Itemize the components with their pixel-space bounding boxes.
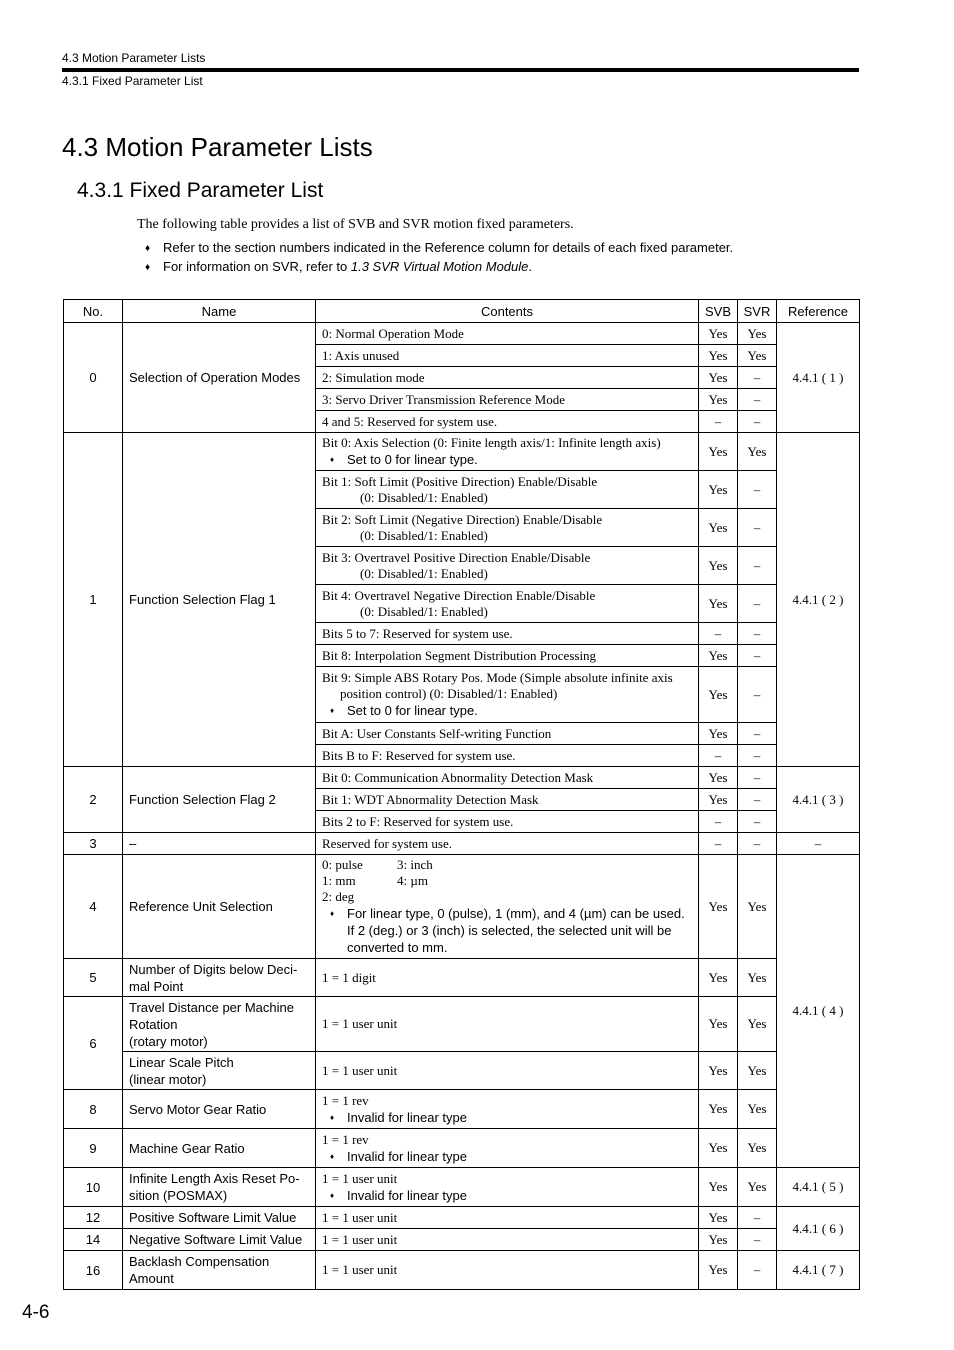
param-contents: Bits B to F: Reserved for system use. [316,745,699,767]
svr-cell: Yes [738,433,777,471]
param-contents [316,433,699,471]
contents-line: Bit 4: Overtravel Negative Direction Enable/Disable [322,587,596,603]
unit-options-line [322,873,692,889]
unit-option: 2: deg [322,889,355,904]
param-name-line: Linear Scale Pitch [129,1054,234,1070]
diamond-bullet-icon: ♦ [145,243,151,254]
svr-cell: – [738,547,777,585]
param-name-line: (linear motor) [129,1071,207,1087]
svb-cell: Yes [699,789,738,811]
table-row [64,997,860,1052]
page-number: 4-6 [22,1302,50,1323]
param-name: Positive Software Limit Value [123,1207,316,1229]
param-contents [316,547,699,585]
svb-cell: Yes [699,471,738,509]
param-contents [316,855,699,959]
param-contents: Bit 0: Communication Abnormality Detection Mask [316,767,699,789]
col-header-no: No. [64,300,123,323]
col-header-name: Name [123,300,316,323]
svb-cell: – [699,411,738,433]
table-row [64,433,860,471]
param-name: Backlash Compensation Amount [123,1251,316,1290]
section-title: 4.3.1 Fixed Parameter List [77,179,324,202]
cross-reference: 1.3 SVR Virtual Motion Module [350,259,529,274]
svb-cell: – [699,623,738,645]
param-no: 5 [64,959,123,997]
contents-note: ♦ Invalid for linear type [322,1187,692,1204]
param-no: 12 [64,1207,123,1229]
param-contents: 3: Servo Driver Transmission Reference Mode [316,389,699,411]
header-rule [62,68,859,72]
col-header-reference: Reference [777,300,860,323]
svr-cell: Yes [738,1052,777,1090]
svb-cell: Yes [699,547,738,585]
param-name-line: (rotary motor) [129,1033,208,1049]
svb-cell: Yes [699,767,738,789]
table-row [64,1052,860,1090]
table-row [64,833,860,855]
svr-cell: – [738,723,777,745]
table-row [64,767,860,789]
svr-cell: – [738,389,777,411]
contents-line-indented: position control) (0: Disabled/1: Enabled) [340,686,558,701]
table-header-row [64,300,860,323]
param-name: Function Selection Flag 1 [123,433,316,767]
table-row [64,1207,860,1229]
reference-cell: 4.4.1 ( 2 ) [777,433,860,767]
param-no: 8 [64,1090,123,1129]
table-row [64,1229,860,1251]
param-contents [316,667,699,723]
table-row [64,1251,860,1290]
unit-option: 4: µm [397,873,428,888]
table-row [64,959,860,997]
param-contents: 0: Normal Operation Mode [316,323,699,345]
svb-cell: Yes [699,367,738,389]
svr-cell: – [738,811,777,833]
contents-line: Bit 0: Axis Selection (0: Finite length axis/1: Infinite length axis) [322,435,661,450]
param-contents: 1: Axis unused [316,345,699,367]
svr-cell: – [738,1229,777,1251]
contents-note: ♦ Set to 0 for linear type. [322,451,692,468]
table-row [64,1129,860,1168]
reference-cell: 4.4.1 ( 5 ) [777,1168,860,1207]
contents-line: 1 = 1 rev [322,1131,369,1147]
param-contents: 1 = 1 digit [316,959,699,997]
param-contents: Bit 1: WDT Abnormality Detection Mask [316,789,699,811]
bullet-text-end: . [528,259,533,274]
svr-cell: – [738,411,777,433]
svb-cell: Yes [699,585,738,623]
svb-cell: – [699,745,738,767]
svb-cell: Yes [699,1129,738,1168]
svr-cell: – [738,833,777,855]
col-header-svb: SVB [699,300,738,323]
param-contents [316,585,699,623]
param-no: 10 [64,1168,123,1207]
param-name: Reference Unit Selection [123,855,316,959]
param-name: Selection of Operation Modes [123,323,316,433]
param-contents [316,1090,699,1129]
unit-option: 3: inch [397,857,433,872]
contents-line-indented: (0: Disabled/1: Enabled) [360,527,488,543]
table-row [64,1090,860,1129]
svr-cell: Yes [738,1129,777,1168]
svb-cell: – [699,811,738,833]
param-no: 2 [64,767,123,833]
contents-note: ♦ Invalid for linear type [322,1148,692,1165]
svb-cell: Yes [699,389,738,411]
param-contents [316,509,699,547]
param-contents: Bits 5 to 7: Reserved for system use. [316,623,699,645]
param-contents: 4 and 5: Reserved for system use. [316,411,699,433]
svb-cell: Yes [699,1207,738,1229]
param-name-line: Travel Distance per Machine Rotation [129,999,294,1032]
contents-note: ♦ Invalid for linear type [322,1109,692,1126]
page-title: 4.3 Motion Parameter Lists [62,132,373,162]
svr-cell: – [738,767,777,789]
svr-cell: – [738,585,777,623]
contents-note: ♦ For linear type, 0 (pulse), 1 (mm), and 4 (µm) can be used. If 2 (deg.) or 3 (inch) is selected, the selected unit will be converted to mm. [322,905,692,956]
param-no: 6 [64,997,123,1090]
svb-cell: Yes [699,345,738,367]
svr-cell: – [738,367,777,389]
param-contents: 1 = 1 user unit [316,1052,699,1090]
col-header-contents: Contents [316,300,699,323]
param-name [123,1052,316,1090]
svr-cell: Yes [738,959,777,997]
param-contents [316,1129,699,1168]
param-name: Machine Gear Ratio [123,1129,316,1168]
svr-cell: – [738,789,777,811]
table-row [64,1168,860,1207]
svr-cell: Yes [738,997,777,1052]
bullet-item [145,240,733,255]
svr-cell: – [738,623,777,645]
contents-line-indented: (0: Disabled/1: Enabled) [360,603,488,619]
svb-cell: Yes [699,1251,738,1290]
unit-option: 1: mm [322,873,356,888]
unit-option: 0: pulse [322,857,363,872]
param-no: 3 [64,833,123,855]
fixed-parameter-table [63,299,860,1290]
param-contents: 2: Simulation mode [316,367,699,389]
running-header-subsection: 4.3.1 Fixed Parameter List [62,74,203,88]
svb-cell: Yes [699,645,738,667]
param-name: Servo Motor Gear Ratio [123,1090,316,1129]
table-row [64,323,860,345]
running-header-section: 4.3 Motion Parameter Lists [62,51,206,65]
param-name: Number of Digits below Deci-mal Point [123,959,316,997]
contents-line-indented: (0: Disabled/1: Enabled) [360,565,488,581]
param-contents: Bit A: User Constants Self-writing Function [316,723,699,745]
param-no: 1 [64,433,123,767]
param-contents [316,471,699,509]
svb-cell: Yes [699,1090,738,1129]
svb-cell: Yes [699,323,738,345]
svb-cell: Yes [699,1229,738,1251]
contents-line: 1 = 1 user unit [322,1170,398,1186]
svr-cell: – [738,645,777,667]
param-contents: Bits 2 to F: Reserved for system use. [316,811,699,833]
reference-cell: 4.4.1 ( 6 ) [777,1207,860,1251]
reference-cell: 4.4.1 ( 4 ) [777,855,860,1168]
table-row [64,855,860,959]
reference-cell: 4.4.1 ( 7 ) [777,1251,860,1290]
param-contents: 1 = 1 user unit [316,1251,699,1290]
svr-cell: – [738,509,777,547]
svb-cell: Yes [699,723,738,745]
svr-cell: Yes [738,345,777,367]
param-contents: Reserved for system use. [316,833,699,855]
intro-paragraph: The following table provides a list of SVB and SVR motion fixed parameters. [137,217,574,232]
bullet-text: For information on SVR, refer to [163,259,351,274]
svb-cell: Yes [699,1052,738,1090]
svb-cell: – [699,833,738,855]
param-contents: Bit 8: Interpolation Segment Distribution Processing [316,645,699,667]
param-name: Function Selection Flag 2 [123,767,316,833]
svb-cell: Yes [699,959,738,997]
reference-cell: 4.4.1 ( 1 ) [777,323,860,433]
reference-cell: 4.4.1 ( 3 ) [777,767,860,833]
svb-cell: Yes [699,1168,738,1207]
contents-line: Bit 3: Overtravel Positive Direction Enable/Disable [322,549,591,565]
svr-cell: – [738,667,777,723]
svr-cell: Yes [738,1090,777,1129]
param-no: 16 [64,1251,123,1290]
svr-cell: Yes [738,323,777,345]
svb-cell: Yes [699,433,738,471]
param-name: – [123,833,316,855]
svb-cell: Yes [699,855,738,959]
reference-cell: – [777,833,860,855]
unit-options-line [322,857,692,873]
param-contents: 1 = 1 user unit [316,1207,699,1229]
param-contents: 1 = 1 user unit [316,1229,699,1251]
svr-cell: – [738,471,777,509]
contents-note: ♦ Set to 0 for linear type. [322,702,692,719]
contents-line: Bit 9: Simple ABS Rotary Pos. Mode (Simple absolute infinite axis [322,670,673,685]
param-name: Negative Software Limit Value [123,1229,316,1251]
svb-cell: Yes [699,667,738,723]
svr-cell: – [738,1251,777,1290]
contents-line: 1 = 1 rev [322,1092,369,1108]
svr-cell: – [738,1207,777,1229]
param-contents [316,1168,699,1207]
contents-line: Bit 2: Soft Limit (Negative Direction) Enable/Disable [322,511,603,527]
svb-cell: Yes [699,509,738,547]
param-no: 9 [64,1129,123,1168]
svr-cell: Yes [738,1168,777,1207]
param-name: Infinite Length Axis Reset Po-sition (POSMAX) [123,1168,316,1207]
param-name [123,997,316,1052]
svr-cell: – [738,745,777,767]
svb-cell: Yes [699,997,738,1052]
param-contents: 1 = 1 user unit [316,997,699,1052]
bullet-text: Refer to the section numbers indicated in the Reference column for details of each fixed parameter. [163,240,734,255]
param-no: 0 [64,323,123,433]
param-no: 14 [64,1229,123,1251]
param-no: 4 [64,855,123,959]
contents-line: Bit 1: Soft Limit (Positive Direction) Enable/Disable [322,473,598,489]
bullet-item [145,259,532,274]
col-header-svr: SVR [738,300,777,323]
svr-cell: Yes [738,855,777,959]
contents-line-indented: (0: Disabled/1: Enabled) [360,489,488,505]
diamond-bullet-icon: ♦ [145,262,151,273]
